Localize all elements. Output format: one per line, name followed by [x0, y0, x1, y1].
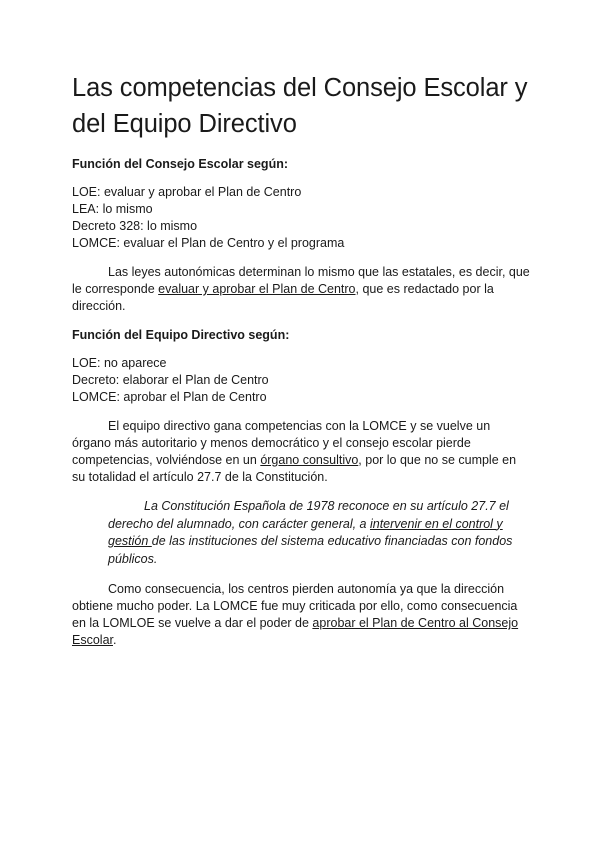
list-item: LOE: evaluar y aprobar el Plan de Centro	[72, 185, 302, 199]
document-body	[72, 70, 530, 661]
underlined-phrase: evaluar y aprobar el Plan de Centro	[158, 282, 356, 296]
quote-text: de las instituciones del sistema educativo financiadas con fondos públicos.	[108, 534, 513, 566]
conclusion-paragraph	[72, 581, 530, 649]
underlined-phrase: intervenir en el control y gestión	[108, 516, 503, 548]
paragraph-text: Como consecuencia, los centros pierden autonomía ya que la dirección obtiene mucho poder. La LOMCE fue muy criticada por ello, como consecuencia en la LOMLOE se vuelve a dar el poder de	[72, 582, 518, 630]
quote-text: La Constitución Española de 1978 reconoce en su artículo 27.7 el derecho del alumnado, con carácter general, a	[108, 499, 509, 531]
equipo-heading: Función del Equipo Directivo según:	[72, 328, 290, 342]
paragraph-text: .	[113, 633, 117, 647]
list-item: Decreto: elaborar el Plan de Centro	[72, 373, 269, 387]
list-item: LOE: no aparece	[72, 356, 167, 370]
list-item: LEA: lo mismo	[72, 202, 153, 216]
paragraph-text: , por lo que no se cumple en su totalidad el artículo 27.7 de la Constitución.	[72, 453, 517, 484]
equipo-functions-list	[72, 355, 530, 406]
paragraph-text: El equipo directivo gana competencias con la LOMCE y se vuelve un órgano más autoritario y menos democrático y el consejo escolar pierde competencias, volviéndose en un	[72, 419, 491, 467]
underlined-phrase: aprobar el Plan de Centro al Consejo Escolar	[72, 616, 519, 647]
list-item: Decreto 328: lo mismo	[72, 219, 198, 233]
constitution-quote	[108, 498, 530, 568]
page-title: Las competencias del Consejo Escolar y del Equipo Directivo	[72, 74, 528, 138]
equipo-paragraph	[72, 418, 530, 486]
paragraph-text: , que es redactado por la dirección.	[72, 282, 494, 313]
consejo-paragraph	[72, 264, 530, 315]
consejo-heading: Función del Consejo Escolar según:	[72, 157, 289, 171]
list-item: LOMCE: aprobar el Plan de Centro	[72, 390, 267, 404]
list-item: LOMCE: evaluar el Plan de Centro y el programa	[72, 236, 345, 250]
underlined-phrase: órgano consultivo	[260, 453, 359, 467]
consejo-functions-list	[72, 184, 530, 252]
paragraph-text: Las leyes autonómicas determinan lo mismo que las estatales, es decir, que le corresponde	[72, 265, 530, 296]
